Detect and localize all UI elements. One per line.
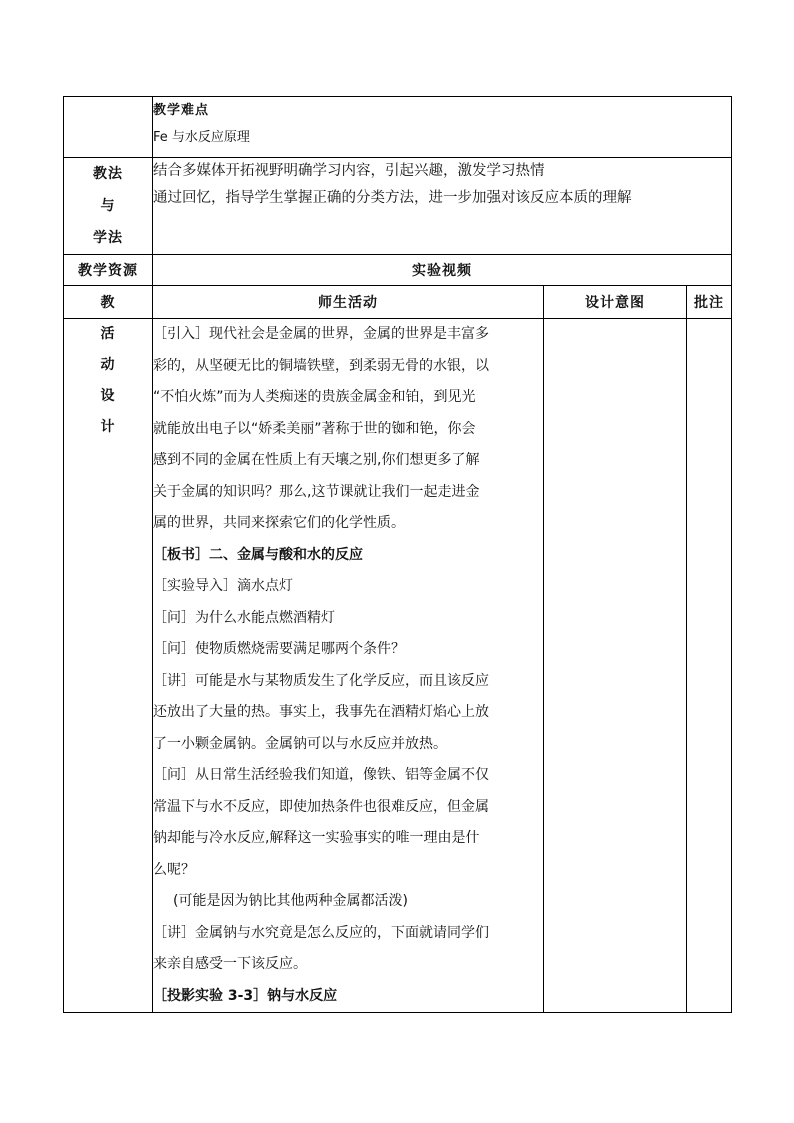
activity-line: (可能是因为钠比其他两种金属都活泼) xyxy=(173,893,408,909)
activity-line: 感到不同的金属在性质上有天壤之别,你们想更多了解 xyxy=(153,452,480,468)
activity-label-cell xyxy=(64,319,153,1013)
activity-line: 属的世界，共同来探索它们的化学性质。 xyxy=(153,515,405,531)
resources-row xyxy=(64,255,732,286)
activity-line: 还放出了大量的热。事实上，我事先在酒精灯焰心上放 xyxy=(153,704,489,720)
activity-label-line: 动 xyxy=(100,357,116,373)
methods-line: 通过回忆，指导学生掌握正确的分类方法，进一步加强对该反应本质的理解 xyxy=(153,190,632,206)
activity-line: 彩的，从坚硬无比的铜墙铁壁，到柔弱无骨的水银，以 xyxy=(153,357,489,374)
activity-line: 钠却能与冷水反应,解释这一实验事实的唯一理由是什 xyxy=(153,830,480,846)
activity-line: ［引入］现代社会是金属的世界，金属的世界是丰富多 xyxy=(153,326,489,342)
activity-line: 常温下与水不反应，即使加热条件也很难反应，但金属 xyxy=(153,798,489,815)
methods-row xyxy=(64,158,732,255)
activity-label-line: 活 xyxy=(100,326,116,342)
column-header-row xyxy=(64,286,732,319)
difficulty-text: Fe 与水反应原理 xyxy=(153,130,250,145)
activity-label-line: 设 xyxy=(100,388,116,404)
activity-line: ［讲］可能是水与某物质发生了化学反应，而且该反应 xyxy=(153,672,489,689)
activity-projection-heading: ［投影实验 3-3］钠与水反应 xyxy=(153,987,338,1004)
activity-line: 么呢？ xyxy=(153,861,195,878)
notes-cell xyxy=(687,319,732,1013)
methods-label-line: 与 xyxy=(100,198,116,214)
activity-line: ［实验导入］滴水点灯 xyxy=(153,578,293,594)
activity-row xyxy=(64,319,732,1013)
activity-line: 来亲自感受一下该反应。 xyxy=(153,956,307,972)
methods-label-line: 学法 xyxy=(93,230,123,246)
activity-line: 就能放出电子以“娇柔美丽”著称于世的铷和铯，你会 xyxy=(153,420,476,437)
methods-line: 结合多媒体开拓视野明确学习内容，引起兴趣，激发学习热情 xyxy=(153,163,545,179)
activity-line: 了一小颗金属钠。金属钠可以与水反应并放热。 xyxy=(153,735,447,752)
difficulty-label-cell xyxy=(64,97,153,158)
column-header-notes: 批注 xyxy=(687,286,732,319)
design-intent-cell xyxy=(544,319,687,1013)
column-header-intent: 设计意图 xyxy=(544,286,687,319)
activity-line: ［问］为什么水能点燃酒精灯 xyxy=(153,609,335,626)
methods-label-line: 教法 xyxy=(93,166,123,182)
activity-line: ［讲］金属钠与水究竟是怎么反应的，下面就请同学们 xyxy=(153,924,489,941)
activity-label-line: 计 xyxy=(100,419,116,435)
activity-line: ［问］使物质燃烧需要满足哪两个条件？ xyxy=(153,641,405,657)
activity-line: ［问］从日常生活经验我们知道，像铁、铝等金属不仅 xyxy=(153,767,489,783)
difficulty-content-cell xyxy=(153,97,732,158)
column-header-teach: 教 xyxy=(64,286,153,319)
methods-label-cell xyxy=(64,158,153,255)
activity-line: “不怕火炼”而为人类痴迷的贵族金属金和铂，到见光 xyxy=(153,389,476,405)
column-header-activity: 师生活动 xyxy=(153,286,544,319)
resources-label: 教学资源 xyxy=(64,255,153,286)
difficulty-row xyxy=(64,97,732,158)
difficulty-heading: 教学难点 xyxy=(153,103,210,118)
activity-board-heading: ［板书］二、金属与酸和水的反应 xyxy=(153,546,363,563)
activity-line: 关于金属的知识吗？那么,这节课就让我们一起走进金 xyxy=(153,483,480,500)
lesson-plan-table xyxy=(63,96,732,1013)
methods-content-cell xyxy=(153,158,732,255)
activity-content-cell xyxy=(153,319,544,1013)
resources-value: 实验视频 xyxy=(153,255,732,286)
